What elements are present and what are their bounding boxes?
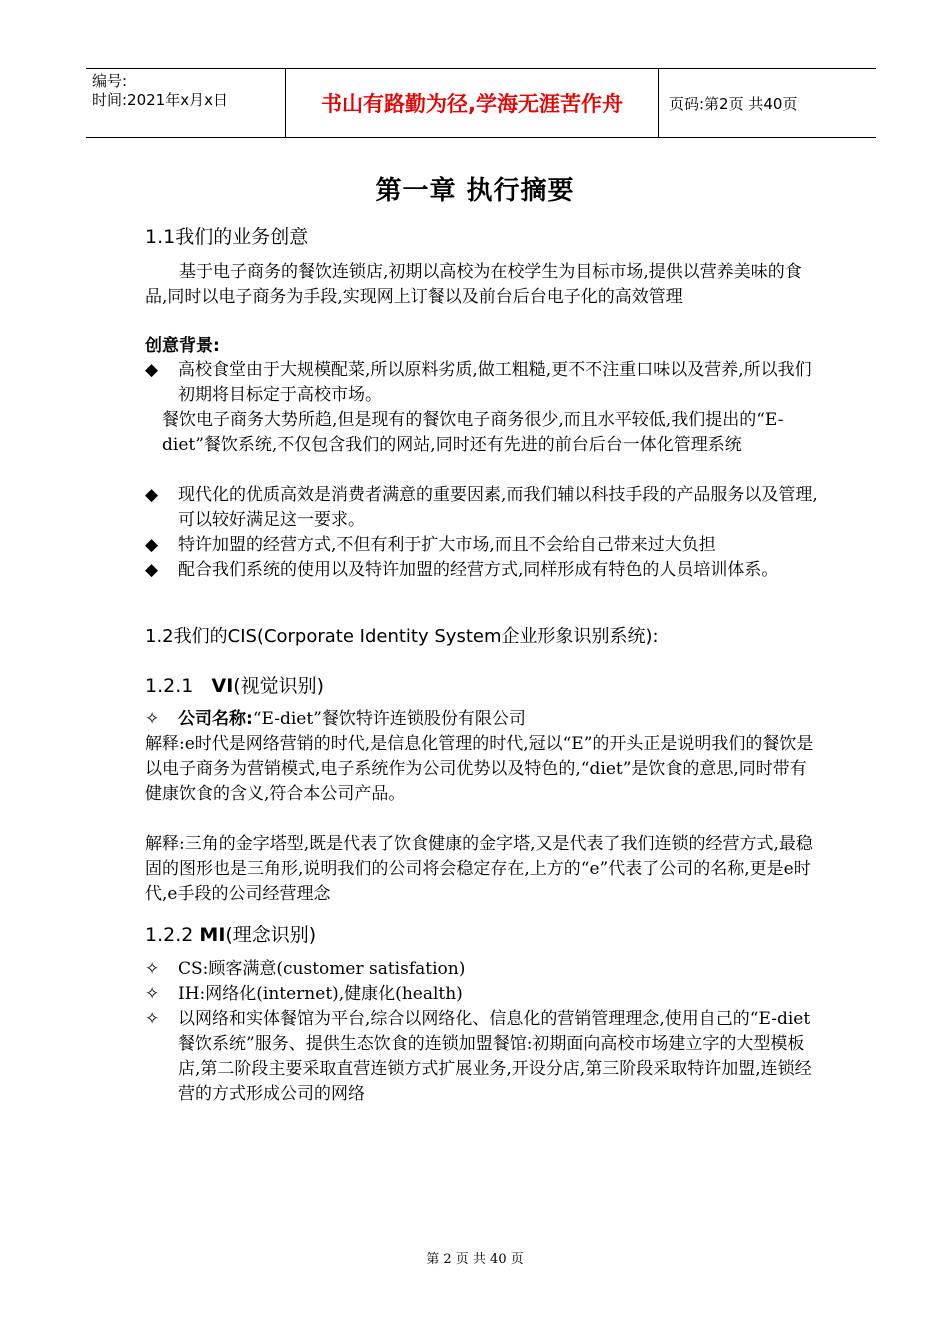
page-footer: 第 2 页 共 40 页 xyxy=(426,1252,524,1267)
header-meta xyxy=(86,69,286,137)
diamond-outline-icon: ✧ xyxy=(145,959,160,979)
mi-item-text: CS:顾客满意(customer satisfation) xyxy=(178,959,466,979)
section-1-1-title: 1.1我们的业务创意 xyxy=(145,226,309,248)
section-1-1-extra-para: 餐饮电子商务大势所趋,但是现有的餐饮电子商务很少,而且水平较低,我们提出的“E-diet”餐饮系统,不仅包含我们的网站,同时还有先进的前台后台一体化管理系统 xyxy=(162,410,784,455)
header-page-label: 页码:第2页 共40页 xyxy=(669,94,798,113)
section-1-2-title: 1.2我们的CIS(Corporate Identity System企业形象识别系统): xyxy=(145,626,659,647)
diamond-outline-icon: ✧ xyxy=(145,1009,160,1029)
diamond-bullet-icon: ◆ xyxy=(145,535,159,555)
vi-explanation-1: 解释:e时代是网络营销的时代,是信息化管理的时代,冠以“E”的开头正是说明我们的餐饮是以电子商务为营销模式,电子系统作为公司优势以及特色的,“diet”是饮食的意思,同时带有健康饮食的含义,符合本公司产品。 xyxy=(145,734,814,804)
section-1-2-1-title xyxy=(145,671,324,698)
time-label: 时间:2021年x月x日 xyxy=(92,91,228,109)
section-acronym: VI xyxy=(211,675,234,697)
bullet-text: 特许加盟的经营方式,不但有利于扩大市场,而且不会给自己带来过大负担 xyxy=(178,535,716,555)
mi-item xyxy=(145,982,820,1007)
bullet-item xyxy=(145,558,820,583)
diamond-bullet-icon: ◆ xyxy=(145,360,159,380)
bullet-item xyxy=(145,483,820,533)
section-acronym: MI xyxy=(199,924,226,946)
diamond-outline-icon: ✧ xyxy=(145,709,160,729)
company-value: “E-diet”餐饮特许连锁股份有限公司 xyxy=(252,709,526,729)
mi-item xyxy=(145,957,820,982)
mi-item xyxy=(145,1007,820,1107)
bullet-text: 高校食堂由于大规模配菜,所以原料劣质,做工粗糙,更不不注重口味以及营养,所以我们初期将目标定于高校市场。 xyxy=(178,360,812,405)
section-1-2-2-title xyxy=(145,920,316,947)
section-subtitle: (理念识别) xyxy=(225,924,317,946)
bullet-text: 配合我们系统的使用以及特许加盟的经营方式,同样形成有特色的人员培训体系。 xyxy=(178,560,779,580)
section-subtitle: (视觉识别) xyxy=(233,675,325,697)
mi-item-text: IH:网络化(internet),健康化(health) xyxy=(178,984,463,1004)
diamond-outline-icon: ✧ xyxy=(145,984,160,1004)
chapter-title: 第一章 执行摘要 xyxy=(375,176,575,206)
bullet-item xyxy=(145,533,820,558)
page-header xyxy=(86,68,876,138)
diamond-bullet-icon: ◆ xyxy=(145,485,159,505)
section-1-1-intro: 基于电子商务的餐饮连锁店,初期以高校为在校学生为目标市场,提供以营养美味的食品,同时以电子商务为手段,实现网上订餐以及前台后台电子化的高效管理 xyxy=(145,262,802,307)
number-label: 编号: xyxy=(92,72,128,90)
header-motto: 书山有路勤为径,学海无涯苦作舟 xyxy=(286,69,659,137)
section-number: 1.2.2 xyxy=(145,924,194,946)
company-name-line xyxy=(145,707,820,732)
diamond-bullet-icon: ◆ xyxy=(145,560,159,580)
bullet-text: 现代化的优质高效是消费者满意的重要因素,而我们辅以科技手段的产品服务以及管理,可以较好满足这一要求。 xyxy=(178,485,818,530)
background-label: 创意背景: xyxy=(145,336,220,356)
company-label: 公司名称: xyxy=(178,709,253,729)
section-number: 1.2.1 xyxy=(145,675,194,697)
mi-item-text: 以网络和实体餐馆为平台,综合以网络化、信息化的营销管理理念,使用自己的“E-diet餐饮系统”服务、提供生态饮食的连锁加盟餐馆:初期面向高校市场建立字的大型模板店,第二阶段主要采取直营连锁方式扩展业务,开设分店,第三阶段采取特许加盟,连锁经营的方式形成公司的网络 xyxy=(178,1009,812,1104)
vi-explanation-2: 解释:三角的金字塔型,既是代表了饮食健康的金字塔,又是代表了我们连锁的经营方式,最稳固的图形也是三角形,说明我们的公司将会稳定存在,上方的“e”代表了公司的名称,更是e时代,e手段的公司经营理念 xyxy=(145,834,813,904)
bullet-item xyxy=(145,358,820,408)
